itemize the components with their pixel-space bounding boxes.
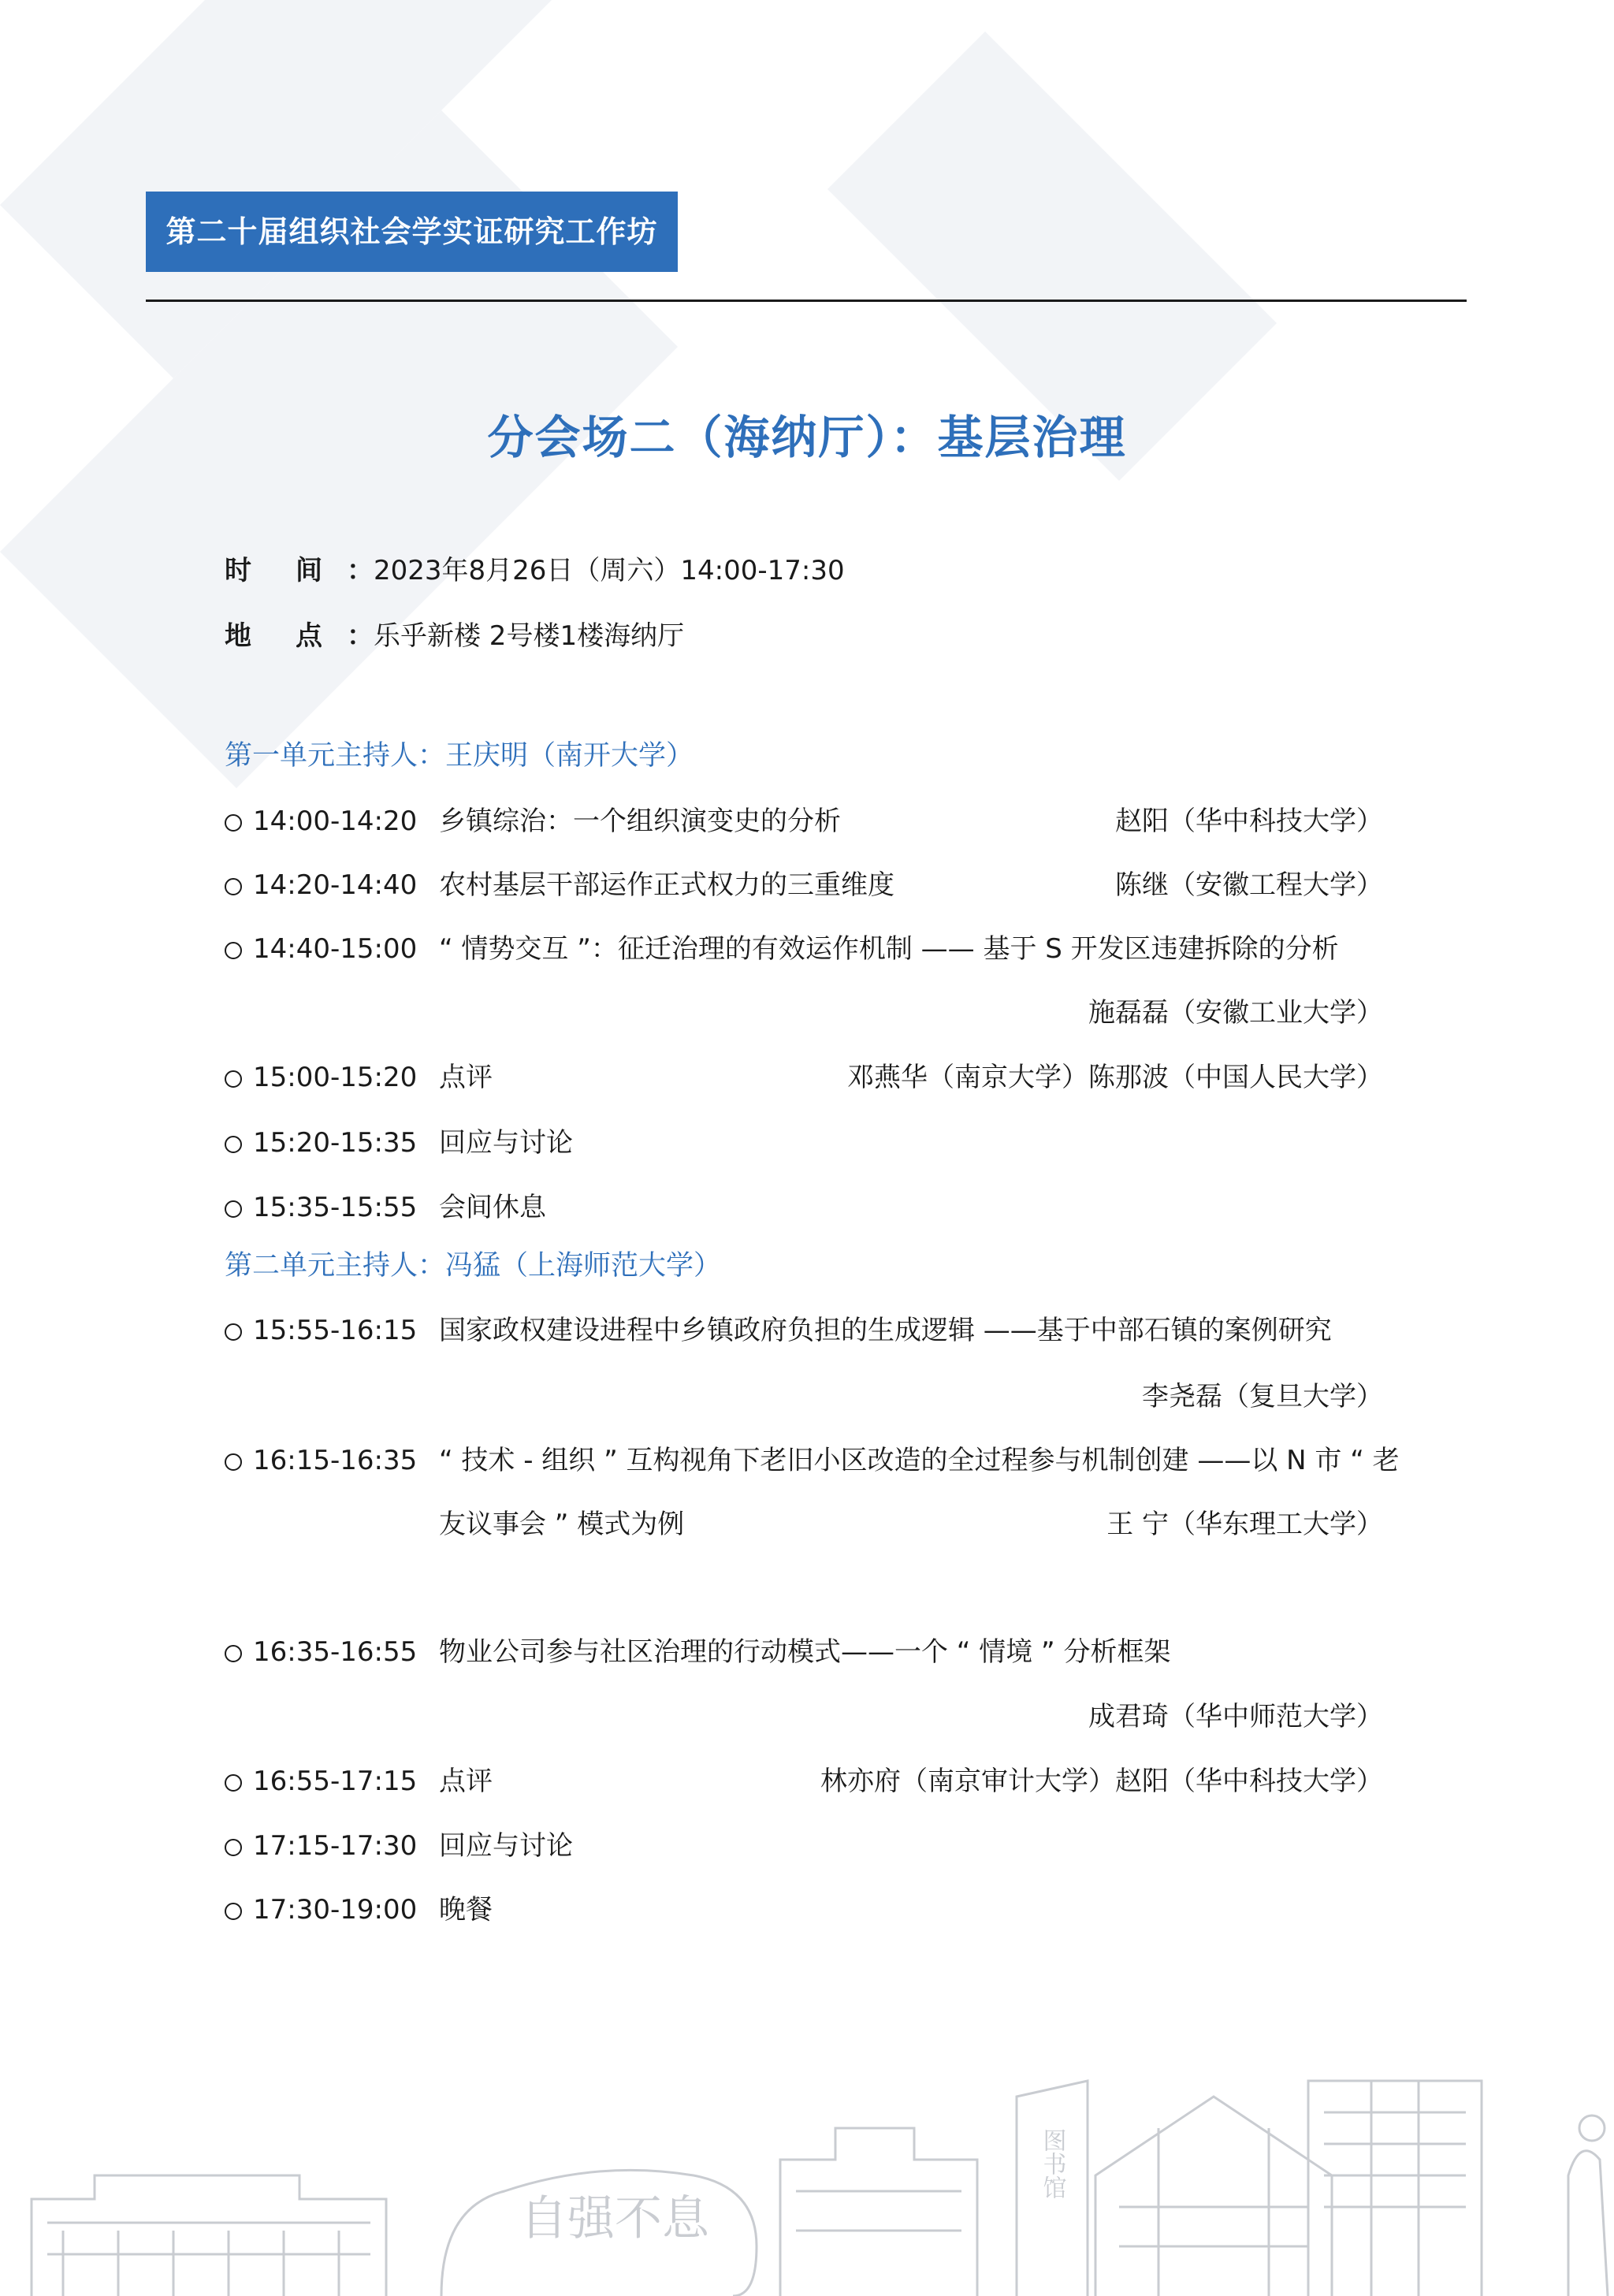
session-topic: “ 技术 - 组织 ” 互构视角下老旧小区改造的全过程参与机制创建 ——以 N 市 “ 老 (439, 1445, 1400, 1476)
session-topic: 国家政权建设进程中乡镇政府负担的生成逻辑 ——基于中部石镇的案例研究 (439, 1315, 1332, 1346)
bullet-circle-icon (225, 1200, 242, 1218)
session-time: 14:40-15:00 (253, 933, 418, 965)
session-topic: 晚餐 (439, 1894, 493, 1926)
info-place (225, 619, 684, 653)
library-inscription: 图书馆 (1038, 2128, 1066, 2199)
stone-inscription: 自强不息 (520, 2191, 709, 2246)
unit1-host: 第一单元主持人：王庆明（南开大学） (225, 740, 694, 772)
bullet-circle-icon (225, 1070, 242, 1088)
bullet-circle-icon (225, 1645, 242, 1662)
bullet-circle-icon (225, 942, 242, 959)
session-topic-line2: 友议事会 ” 模式为例 (439, 1509, 685, 1540)
session-topic: 回应与讨论 (439, 1127, 573, 1159)
header-divider (146, 300, 1467, 302)
place-value: 乐乎新楼 2号楼1楼海纳厅 (374, 620, 685, 652)
time-label-b: 间 (296, 555, 322, 586)
session-topic: 农村基层干部运作正式权力的三重维度 (439, 869, 894, 901)
session-topic: 物业公司参与社区治理的行动模式——一个 “ 情境 ” 分析框架 (439, 1636, 1171, 1668)
session-time: 16:15-16:35 (253, 1445, 418, 1476)
session-time: 17:30-19:00 (253, 1894, 418, 1926)
page-title: 分会场二（海纳厅）：基层治理 (487, 411, 1127, 464)
session-speaker: 赵阳（华中科技大学） (1115, 806, 1383, 837)
bullet-circle-icon (225, 878, 242, 895)
session-speaker: 李尧磊（复旦大学） (1142, 1381, 1383, 1412)
session-time: 14:00-14:20 (253, 806, 418, 837)
place-label-a: 地 (225, 620, 251, 652)
bullet-circle-icon (225, 1323, 242, 1341)
bullet-circle-icon (225, 1453, 242, 1471)
session-speaker: 成君琦（华中师范大学） (1088, 1701, 1383, 1732)
session-time: 16:55-17:15 (253, 1766, 418, 1797)
event-badge: 第二十届组织社会学实证研究工作坊 (146, 192, 678, 272)
session-topic: 乡镇综治：一个组织演变史的分析 (439, 806, 841, 837)
session-speaker: 王 宁（华东理工大学） (1106, 1509, 1383, 1540)
bullet-circle-icon (225, 1136, 242, 1153)
session-time: 15:20-15:35 (253, 1127, 418, 1159)
session-time: 17:15-17:30 (253, 1830, 418, 1862)
session-speaker: 施磊磊（安徽工业大学） (1088, 997, 1383, 1029)
unit2-host: 第二单元主持人：冯猛（上海师范大学） (225, 1250, 722, 1282)
time-label-a: 时 (225, 555, 251, 586)
session-time: 15:35-15:55 (253, 1192, 418, 1223)
session-time: 16:35-16:55 (253, 1636, 418, 1668)
session-speaker: 邓燕华（南京大学）陈那波（中国人民大学） (847, 1062, 1383, 1093)
session-topic: “ 情势交互 ”：征迁治理的有效运作机制 —— 基于 S 开发区违建拆除的分析 (439, 933, 1339, 965)
session-speaker: 陈继（安徽工程大学） (1115, 869, 1383, 901)
place-colon: ： (347, 620, 374, 652)
session-topic: 点评 (439, 1062, 493, 1093)
session-time: 15:55-16:15 (253, 1315, 418, 1346)
bullet-circle-icon (225, 1774, 242, 1792)
time-value: 2023年8月26日（周六）14:00-17:30 (374, 555, 845, 586)
session-time: 14:20-14:40 (253, 869, 418, 901)
session-topic: 回应与讨论 (439, 1830, 573, 1862)
session-speaker: 林亦府（南京审计大学）赵阳（华中科技大学） (820, 1766, 1383, 1797)
session-time: 15:00-15:20 (253, 1062, 418, 1093)
place-label-b: 点 (296, 620, 322, 652)
bullet-circle-icon (225, 1903, 242, 1920)
info-time (225, 553, 845, 588)
bullet-circle-icon (225, 814, 242, 832)
bullet-circle-icon (225, 1839, 242, 1856)
session-topic: 会间休息 (439, 1192, 546, 1223)
session-topic: 点评 (439, 1766, 493, 1797)
time-colon: ： (347, 555, 374, 586)
